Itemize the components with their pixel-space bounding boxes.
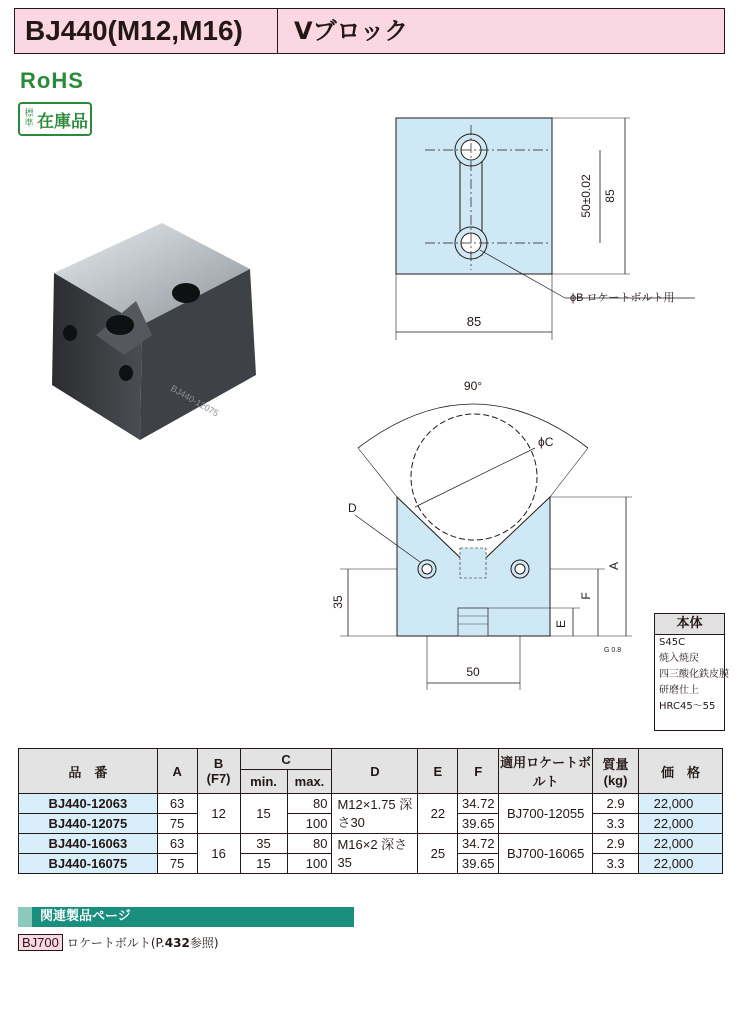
e-label: E [554, 619, 568, 629]
engraving-text: BJ440-12075 [169, 383, 221, 419]
side-hole [63, 325, 77, 341]
weight-cell: 3.3 [593, 814, 639, 834]
header-price: 価 格 [639, 749, 723, 794]
header-c-max: max. [287, 770, 332, 794]
dim-height-outer: 85 [603, 189, 617, 203]
upper-hole [106, 315, 134, 335]
f-cell: 39.65 [458, 854, 499, 874]
product-code: BJ440(M12,M16) [15, 9, 278, 53]
d-cell: M16×2 深さ35 [332, 834, 418, 874]
b-cell: 16 [197, 834, 240, 874]
material-spec-line: 研磨仕上 [659, 685, 699, 696]
price-cell: 22,000 [639, 814, 723, 834]
material-spec-line: HRC45～55 [659, 701, 716, 712]
dim-50: 50 [466, 665, 480, 679]
related-products-header: 関連製品ページ [18, 907, 354, 927]
price-cell: 22,000 [639, 794, 723, 814]
header-b-bottom: (F7) [206, 771, 231, 786]
related-product-page: 432 [164, 935, 190, 950]
stock-badge-label: 在庫品 [37, 111, 88, 132]
part-no-cell: BJ440-12075 [19, 814, 158, 834]
f-cell: 34.72 [458, 794, 499, 814]
header-weight [593, 749, 639, 794]
dia-c-label: ϕC [538, 435, 554, 449]
c-max-cell: 100 [287, 814, 332, 834]
part-no-cell: BJ440-16075 [19, 854, 158, 874]
header-weight-top: 質量 [602, 757, 629, 772]
header-b-top: B [213, 756, 224, 771]
header-a: A [157, 749, 197, 794]
c-max-cell: 80 [287, 794, 332, 814]
f-cell: 34.72 [458, 834, 499, 854]
price-cell: 22,000 [639, 854, 723, 874]
rohs-logo: RoHS [20, 68, 84, 93]
product-photo [40, 215, 270, 445]
c-diameter-circle [411, 414, 537, 540]
product-name: Vブロック [294, 17, 409, 45]
weight-cell: 2.9 [593, 794, 639, 814]
table-row [19, 834, 723, 854]
c-min-cell: 35 [240, 834, 287, 854]
front-view-drawing [320, 370, 650, 700]
header-part-no: 品 番 [19, 749, 158, 794]
header-f: F [458, 749, 499, 794]
d-label: D [348, 501, 357, 515]
b-cell: 12 [197, 794, 240, 834]
table-row [19, 794, 723, 814]
related-product-suffix: 参照) [189, 936, 219, 950]
header-bolt: 適用ロケートボルト [499, 749, 593, 794]
related-product-text: ロケートボルト(P. [66, 936, 165, 950]
material-spec-line: 焼入焼戻 [659, 653, 699, 664]
a-cell: 75 [157, 814, 197, 834]
related-product-tag[interactable]: BJ700 [18, 934, 63, 951]
stock-badge-small: 標準 [24, 109, 34, 129]
c-min-cell: 15 [240, 854, 287, 874]
spec-table [18, 748, 723, 874]
a-cell: 63 [157, 834, 197, 854]
part-no-cell: BJ440-12063 [19, 794, 158, 814]
f-cell: 39.65 [458, 814, 499, 834]
header-c-min: min. [240, 770, 287, 794]
c-max-cell: 100 [287, 854, 332, 874]
c-max-cell: 80 [287, 834, 332, 854]
part-no-cell: BJ440-16063 [19, 834, 158, 854]
finish-mark: G 0.8 [604, 647, 622, 654]
e-cell: 25 [418, 834, 458, 874]
price-cell: 22,000 [639, 834, 723, 854]
title-bar [14, 8, 725, 54]
upper-hole [172, 283, 200, 303]
material-spec-line: 四三酸化鉄皮膜 [659, 669, 729, 680]
a-label: A [607, 561, 621, 571]
bolt-cell: BJ700-12055 [499, 794, 593, 834]
stock-badge [18, 102, 92, 136]
weight-cell: 2.9 [593, 834, 639, 854]
f-label: F [579, 592, 593, 600]
material-spec-line: S45C [659, 637, 686, 648]
related-product-link[interactable] [18, 934, 219, 951]
material-spec-title: 本体 [655, 614, 724, 635]
e-cell: 22 [418, 794, 458, 834]
side-hole [119, 365, 133, 381]
angle-label: 90° [463, 379, 483, 393]
header-d: D [332, 749, 418, 794]
header-c: C [240, 749, 332, 770]
dim-width: 85 [466, 314, 482, 329]
bolt-cell: BJ700-16065 [499, 834, 593, 874]
a-cell: 75 [157, 854, 197, 874]
header-weight-bottom: (kg) [603, 773, 628, 788]
header-e: E [418, 749, 458, 794]
dim-height-inner: 50±0.02 [579, 174, 593, 218]
dim-35: 35 [331, 595, 345, 609]
c-min-cell: 15 [240, 794, 287, 834]
bolt-note: ϕB ロケートボルト用 [570, 292, 675, 304]
header-b [197, 749, 240, 794]
weight-cell: 3.3 [593, 854, 639, 874]
material-spec-box [654, 613, 729, 731]
top-view-drawing [380, 100, 720, 350]
a-cell: 63 [157, 794, 197, 814]
d-cell: M12×1.75 深さ30 [332, 794, 418, 834]
